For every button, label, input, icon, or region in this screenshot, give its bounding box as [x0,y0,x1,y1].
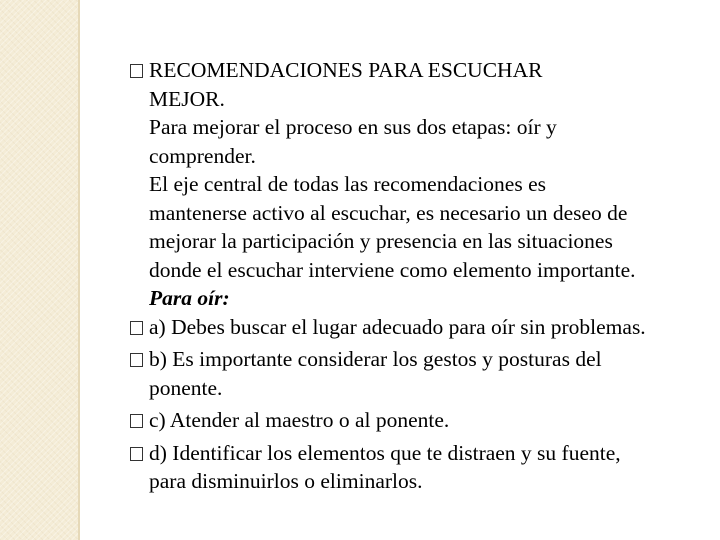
square-bullet-icon [130,353,143,367]
intro-line: El eje central de todas las recomendaciones es [149,172,546,196]
subheading-para-oir: Para oír: [149,286,230,310]
decorative-side-line [78,0,80,540]
intro-line: mantenerse activo al escuchar, es necesario un deseo de [149,200,628,225]
list-item-line: para disminuirlos o eliminarlos. [149,469,423,493]
intro-line: Para mejorar el proceso en sus dos etapas: oír y [149,115,557,139]
square-bullet-icon [130,321,143,335]
square-bullet-icon [130,64,143,78]
list-item-a [130,313,715,342]
intro-line: donde el escuchar interviene como elemento importante. [149,257,636,282]
slide-content [130,56,715,496]
list-item-line: ponente. [149,375,223,400]
intro-line: comprender. [149,143,256,168]
decorative-side-band [0,0,78,540]
intro-paragraph [130,56,715,313]
list-item-line: d) Identificar los elementos que te distraen y su fuente, [149,440,621,465]
list-item-d [130,439,715,496]
intro-line: mejorar la participación y presencia en las situaciones [149,229,613,253]
square-bullet-icon [130,447,143,461]
list-item-c [130,406,715,435]
list-item-line: a) Debes buscar el lugar adecuado para oír sin problemas. [149,314,646,339]
list-item-line: c) Atender al maestro o al ponente. [149,408,450,432]
heading-line-1: RECOMENDACIONES PARA ESCUCHAR [149,58,543,82]
square-bullet-icon [130,414,143,428]
list-item-b [130,345,715,402]
heading-line-2: MEJOR. [149,86,225,111]
list-item-line: b) Es importante considerar los gestos y posturas del [149,347,602,371]
